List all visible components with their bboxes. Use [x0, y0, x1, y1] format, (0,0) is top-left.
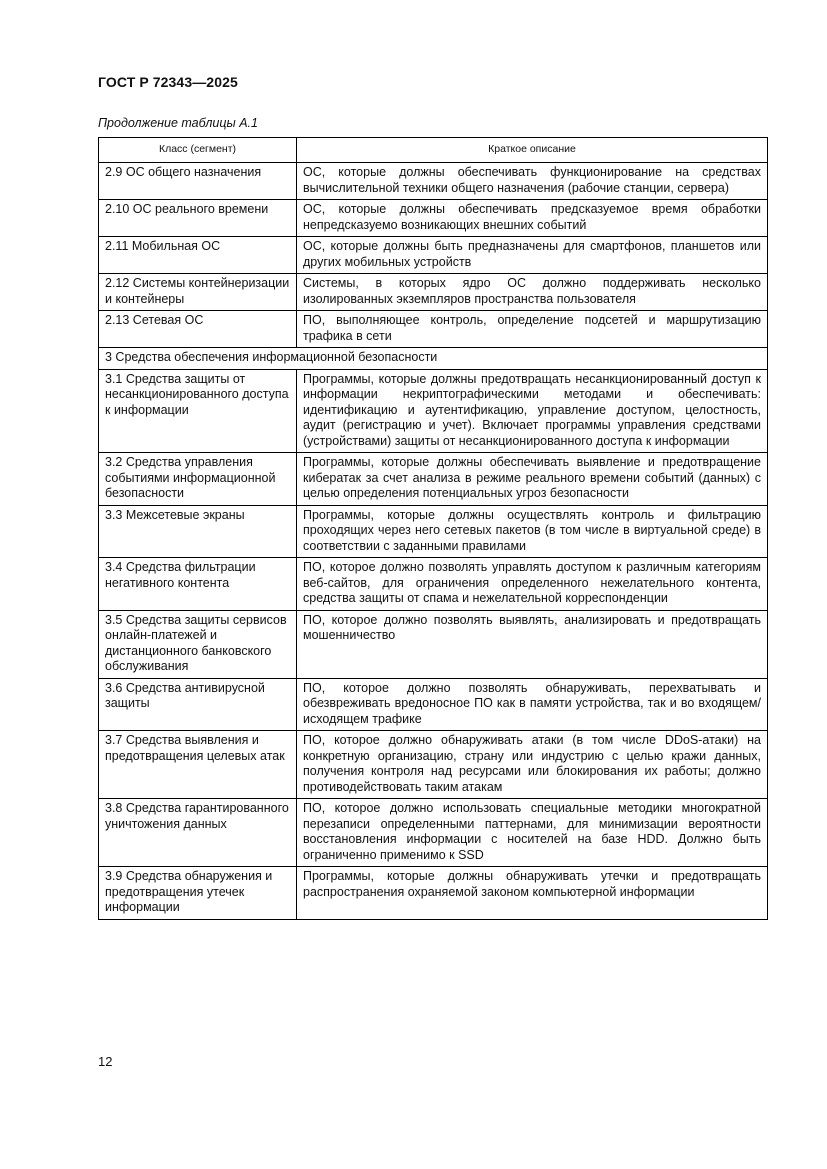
table-row	[99, 799, 768, 867]
classification-table	[98, 137, 768, 920]
row-class: 2.10 ОС реального времени	[99, 200, 297, 237]
table-row	[99, 867, 768, 920]
row-class: 3.7 Средства выявления и предотвращения целевых атак	[99, 731, 297, 799]
page-number: 12	[98, 1054, 113, 1069]
table-row	[99, 731, 768, 799]
row-description: Программы, которые должны осуществлять контроль и фильтрацию проходящих через него сетевых пакетов (в том числе в виртуальной среде) в соответствии с заданными правилами	[297, 505, 768, 558]
table-row	[99, 678, 768, 731]
row-class: 2.13 Сетевая ОС	[99, 311, 297, 348]
row-description: Системы, в которых ядро ОС должно поддерживать несколько изолированных экземпляров пространства пользователя	[297, 274, 768, 311]
table-header-row	[99, 138, 768, 163]
row-class: 3.5 Средства защиты сервисов онлайн-платежей и дистанционного банковского обслуживания	[99, 610, 297, 678]
column-header-class: Класс (сегмент)	[99, 138, 297, 163]
row-description: ПО, которое должно использовать специальные методики многократной перезаписи определенными паттернами, для минимизации вероятности восстановления информации с носителей на базе HDD. Должно быть ограниченно применимо к SSD	[297, 799, 768, 867]
row-description: ПО, выполняющее контроль, определение подсетей и маршрутизацию трафика в сети	[297, 311, 768, 348]
row-class: 3.2 Средства управления событиями информационной безопасности	[99, 453, 297, 506]
table-caption: Продолжение таблицы А.1	[98, 116, 258, 130]
table-row	[99, 163, 768, 200]
row-class: 3.4 Средства фильтрации негативного контента	[99, 558, 297, 611]
row-description: Программы, которые должны обнаруживать утечки и предотвращать распространения охраняемой законом компьютерной информации	[297, 867, 768, 920]
row-class: 3.9 Средства обнаружения и предотвращения утечек информации	[99, 867, 297, 920]
section-row	[99, 348, 768, 370]
table-row	[99, 369, 768, 453]
table-row	[99, 237, 768, 274]
table-row	[99, 311, 768, 348]
row-description: ПО, которое должно обнаруживать атаки (в том числе DDoS-атаки) на конкретную организацию, страну или индустрию с целью кражи данных, получения контроля над ресурсами или блокирования их работы; должно противодействовать таким атакам	[297, 731, 768, 799]
row-class: 3.1 Средства защиты от несанкционированного доступа к информации	[99, 369, 297, 453]
table-row	[99, 200, 768, 237]
row-description: ОС, которые должны обеспечивать функционирование на средствах вычислительной техники общего назначения (рабочие станции, сервера)	[297, 163, 768, 200]
row-description: Программы, которые должны обеспечивать выявление и предотвращение кибератак за счет анализа в режиме реального времени событий (данных) с целью определения потенциальных угроз безопасности	[297, 453, 768, 506]
row-class: 2.12 Системы контейнеризации и контейнеры	[99, 274, 297, 311]
row-description: ОС, которые должны обеспечивать предсказуемое время обработки непредсказуемо возникающих внешних событий	[297, 200, 768, 237]
row-description: ПО, которое должно позволять обнаруживать, перехватывать и обезвреживать вредоносное ПО как в памяти устройства, так и во входящем/исходящем трафике	[297, 678, 768, 731]
table-row	[99, 610, 768, 678]
section-heading: 3 Средства обеспечения информационной безопасности	[99, 348, 768, 370]
row-class: 3.3 Межсетевые экраны	[99, 505, 297, 558]
row-description: ОС, которые должны быть предназначены для смартфонов, планшетов или других мобильных устройств	[297, 237, 768, 274]
row-description: ПО, которое должно позволять выявлять, анализировать и предотвращать мошенничество	[297, 610, 768, 678]
column-header-description: Краткое описание	[297, 138, 768, 163]
row-description: ПО, которое должно позволять управлять доступом к различным категориям веб-сайтов, для ограничения определенного нежелательного контента, средства защиты от спама и нежелательной корреспонденции	[297, 558, 768, 611]
row-class: 2.9 ОС общего назначения	[99, 163, 297, 200]
table-row	[99, 274, 768, 311]
row-description: Программы, которые должны предотвращать несанкционированный доступ к информации некриптографическими методами и обеспечивать: идентификацию и аутентификацию, управление доступом, целостность, аудит (регистрацию и учет). Включает программы управления средствами (устройствами) защиты от несанкционированного доступа к информации	[297, 369, 768, 453]
table-row	[99, 505, 768, 558]
row-class: 3.6 Средства антивирусной защиты	[99, 678, 297, 731]
document-code: ГОСТ Р 72343—2025	[98, 74, 238, 90]
table-row	[99, 453, 768, 506]
row-class: 2.11 Мобильная ОС	[99, 237, 297, 274]
table-row	[99, 558, 768, 611]
row-class: 3.8 Средства гарантированного уничтожения данных	[99, 799, 297, 867]
